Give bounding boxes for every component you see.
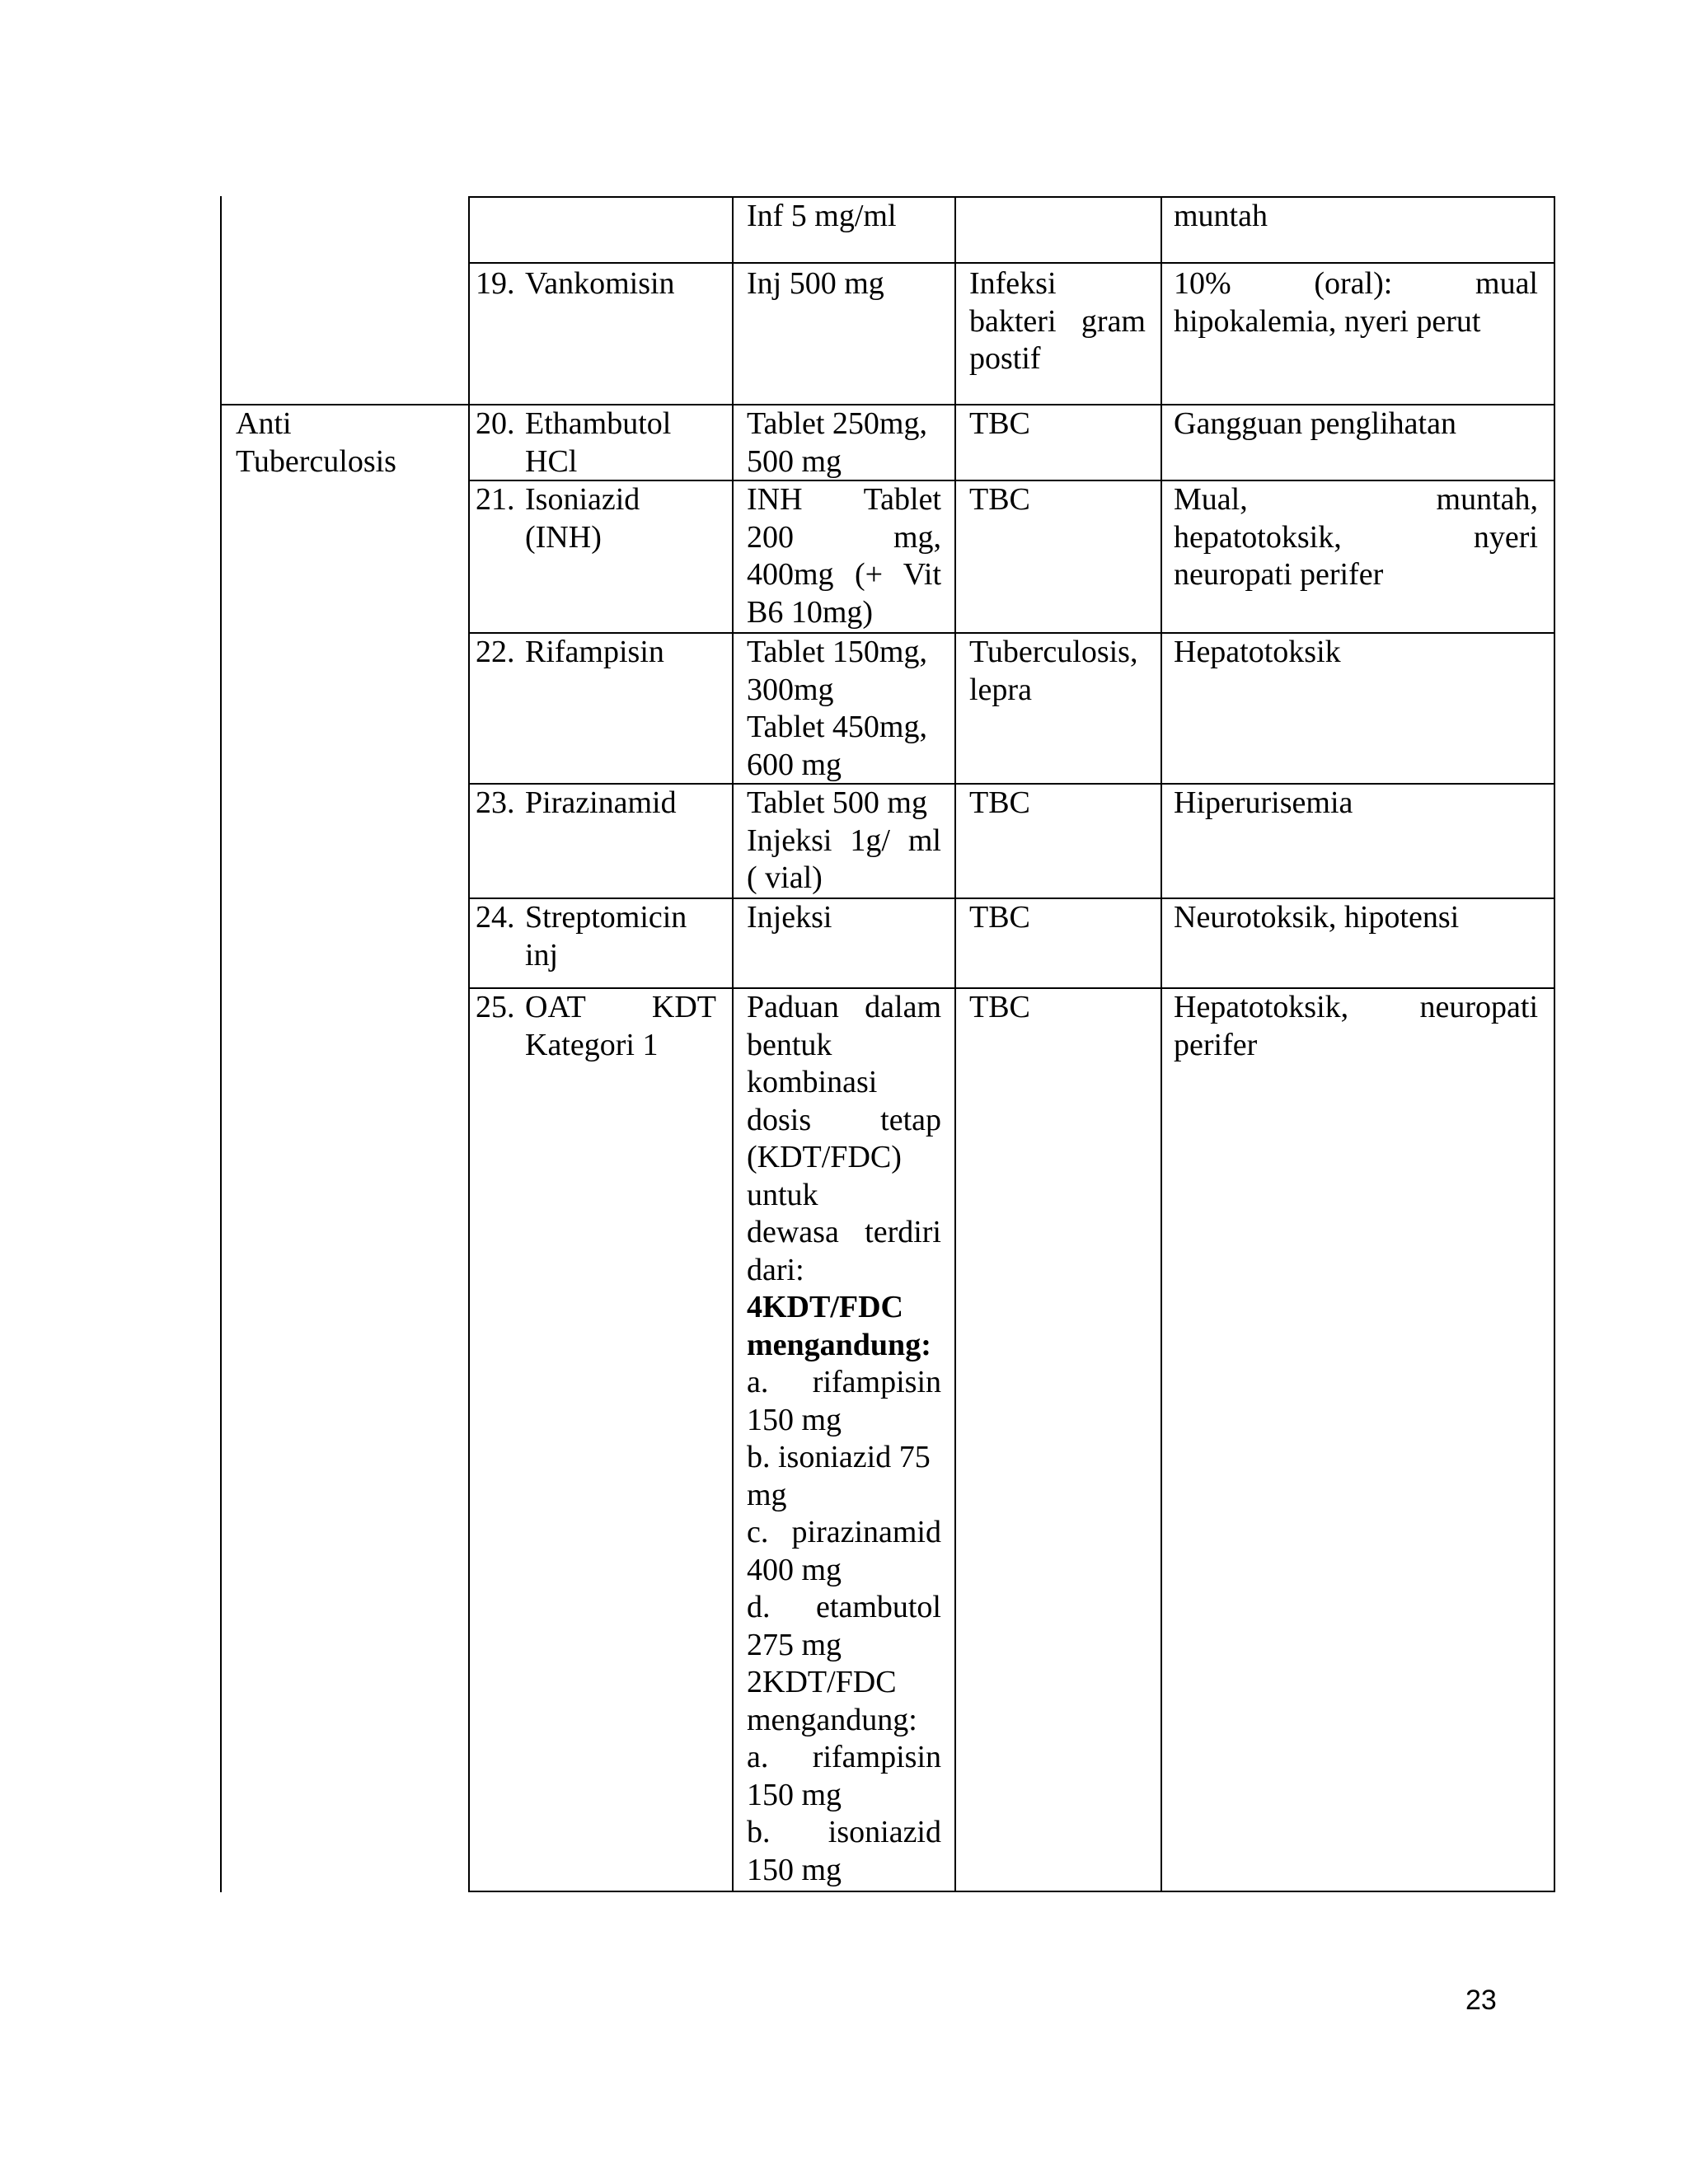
cell-indikasi: Tuberculosis, lepra — [969, 635, 1138, 707]
cell-efek: Mual, muntah, hepatotoksik, nyeri neuropati perifer — [1174, 482, 1538, 592]
cell-sediaan: Injeksi — [747, 900, 832, 935]
cell-efek: muntah — [1174, 199, 1268, 233]
cell-indikasi: TBC — [969, 990, 1030, 1024]
cell-sediaan: Tablet 250mg, 500 mg — [747, 406, 927, 479]
cell-category: Anti Tuberculosis — [236, 406, 396, 479]
cell-indikasi: TBC — [969, 406, 1030, 441]
cell-sediaan: Inf 5 mg/ml — [747, 199, 897, 233]
cell-indikasi: TBC — [969, 482, 1030, 517]
document-page: Inf 5 mg/ml muntah 19. Vankomisin Inj 500 mg Infeksi bakteri gram postif 10% (oral): mual hipokalemia, nyeri perut Anti Tuberculosis 20. Ethambutol HCl Tablet 250mg, 500 mg TBC Gangguan penglihatan 21. Isoniazid (INH) INH Tablet 200 mg, 400mg (+ Vit B6 10mg) TBC Mual, muntah, hepatotoksik, nyeri neuropati perifer 22. Rifampisin Tablet 150mg, 300mg Tablet 450mg, 600 mg Tuberculosis, lepra Hepatotoksik 23. Pirazinamid Tablet 500 mg Injeksi 1g/ ml ( vial) TBC Hiperurisemia 24. Streptomicin inj Injeksi TBC Neurotoksik, hipotensi 25. OAT KDT Kategori 1 Paduan dalam bentuk kombinasi dosis tetap (KDT/FDC) untuk dewasa terdiri dari: 4KDT/FDC mengandung: a. rifampisin 150 mg b. isoniazid 75 mg c. pirazinamid 400 mg d. etambutol 275 mg 2KDT/FDC mengandung: a. rifampisin 150 mg b. isoniazid 150 mg TBC Hepatotoksik, neuropati perifer 23 — [0, 0, 1688, 2184]
table-rule-bottom — [468, 1891, 1555, 1892]
cell-sediaan: Inj 500 mg — [747, 266, 884, 301]
cell-sediaan: Paduan dalam bentuk kombinasi dosis tetap (KDT/FDC) untuk dewasa terdiri dari: 4KDT/FDC mengandung: a. rifampisin 150 mg b. isoniazid 75 mg c. pirazinamid 400 mg d. etambutol 275 mg 2KDT/FDC mengandung: a. rifampisin 150 mg b. isoniazid 150 mg — [747, 990, 941, 1887]
page-number: 23 — [1465, 1985, 1497, 2016]
table-border-left — [220, 196, 222, 1892]
cell-efek: Hepatotoksik — [1174, 635, 1341, 669]
cell-sediaan: INH Tablet 200 mg, 400mg (+ Vit B6 10mg) — [747, 482, 941, 630]
table-border-col2 — [732, 196, 734, 1892]
table-border-col3 — [954, 196, 956, 1892]
cell-indikasi: Infeksi bakteri gram postif — [969, 266, 1146, 376]
cell-efek: Neurotoksik, hipotensi — [1174, 900, 1460, 935]
table-border-right — [1554, 196, 1555, 1892]
cell-efek: Gangguan penglihatan — [1174, 406, 1456, 441]
cell-efek: Hepatotoksik, neuropati perifer — [1174, 990, 1538, 1062]
cell-indikasi: TBC — [969, 900, 1030, 935]
cell-efek: 10% (oral): mual hipokalemia, nyeri perut — [1174, 266, 1538, 339]
table-border-col1 — [468, 196, 470, 1892]
cell-efek: Hiperurisemia — [1174, 785, 1353, 820]
table-rule-row1 — [468, 262, 1555, 264]
cell-sediaan: Tablet 500 mg Injeksi 1g/ ml ( vial) — [747, 785, 941, 895]
cell-sediaan: Tablet 150mg, 300mg Tablet 450mg, 600 mg — [747, 635, 927, 782]
cell-indikasi: TBC — [969, 785, 1030, 820]
table-border-col4 — [1160, 196, 1162, 1892]
